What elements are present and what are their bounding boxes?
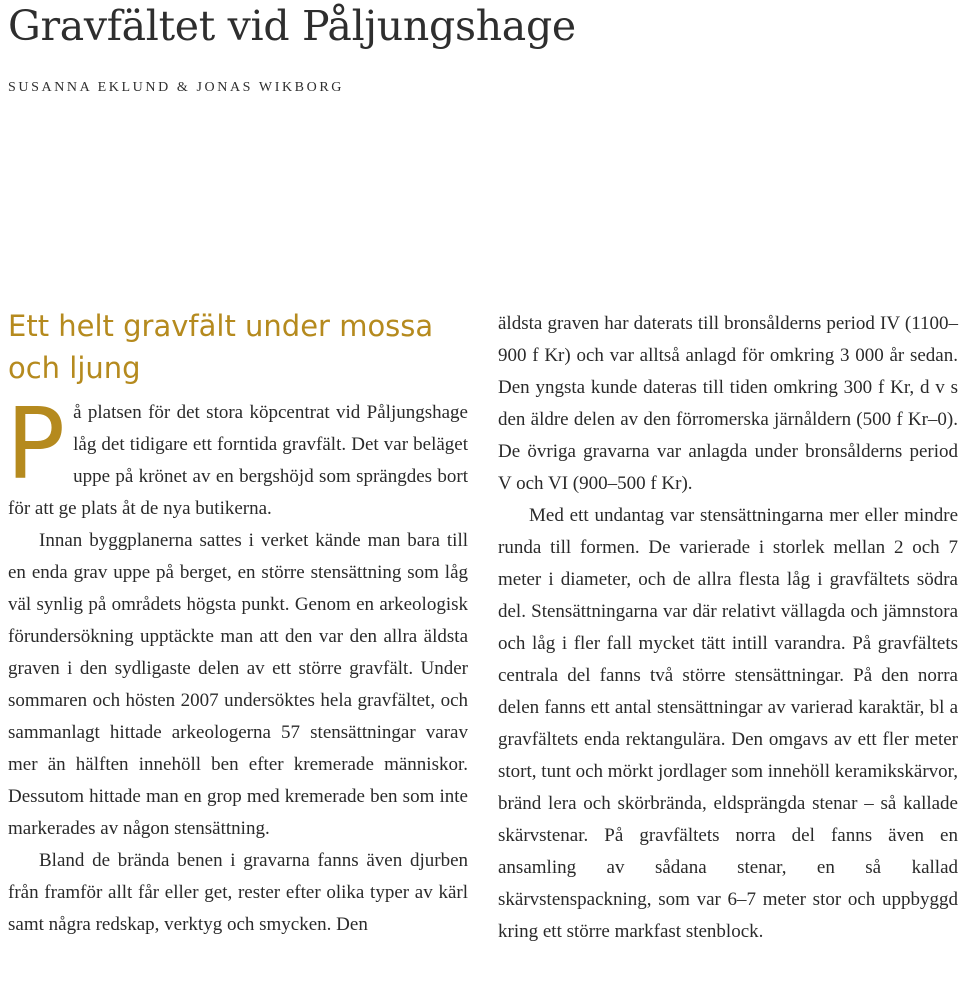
section-heading-line1: Ett helt gravfält under mossa	[8, 309, 434, 343]
left-column	[8, 305, 468, 941]
article-authors: SUSANNA EKLUND & JONAS WIKBORG	[8, 80, 344, 95]
article-title: Gravfältet vid Påljungshage	[8, 2, 576, 50]
paragraph-intro-text: å platsen för det stora köpcentrat vid Påljungshage låg det tidigare ett forntida gravfält. Det var beläget uppe på krönet av en bergshöjd som sprängdes bort för att ge plats åt de nya butikerna.	[8, 402, 468, 519]
drop-cap: P	[6, 388, 66, 502]
section-heading	[8, 305, 468, 389]
paragraph-2: Innan byggplanerna sattes i verket kände man bara till en enda grav uppe på berget, en större stensättning som låg väl synlig på områdets högsta punkt. Genom en arkeologisk förundersökning upptäckte man att den var den allra äldsta graven i den sydligaste delen av ett större gravfält. Under sommaren och hösten 2007 undersöktes hela gravfältet, och sammanlagt hittade arkeologerna 57 stensättningar varav mer än hälften innehöll ben efter kremerade människor. Dessutom hittade man en grop med kremerade ben som inte markerades av någon stensättning.	[8, 530, 468, 839]
paragraph-5: Med ett undantag var stensättningarna mer eller mindre runda till formen. De varierade i storlek mellan 2 och 7 meter i diameter, och de allra flesta låg i gravfältets södra del. Stensättningarna var där relativt vällagda och jämnstora och låg i fler fall mycket tätt intill varandra. På gravfältets centrala del fanns två större stensättningar. På den norra delen fanns ett antal stensättningar av varierad karaktär, bl a gravfältets enda rektangulära. Den omgavs av ett fler meter stort, tunt och mörkt jordlager som innehöll keramikskärvor, bränd lera och skörbrända, eldsprängda stenar – så kallade skärvstenar. På gravfältets norra del fanns även en ansamling av sådana stenar, en så kallad skärvstenspackning, som var 6–7 meter stor och uppbyggd kring ett större markfast stenblock.	[498, 505, 958, 942]
right-column	[498, 308, 958, 948]
paragraph-intro	[6, 388, 468, 525]
section-heading-line2: och ljung	[8, 351, 141, 385]
paragraph-4: äldsta graven har daterats till bronsålderns period IV (1100–900 f Kr) och var alltså anlagd för omkring 3 000 år sedan. Den yngsta kunde dateras till tiden omkring 300 f Kr, d v s den äldre delen av den förromerska järnåldern (500 f Kr–0). De övriga gravarna var anlagda under bronsålderns period V och VI (900–500 f Kr).	[498, 313, 958, 494]
paragraph-3: Bland de brända benen i gravarna fanns även djurben från framför allt får eller get, rester efter olika typer av kärl samt några redskap, verktyg och smycken. Den	[8, 850, 468, 935]
